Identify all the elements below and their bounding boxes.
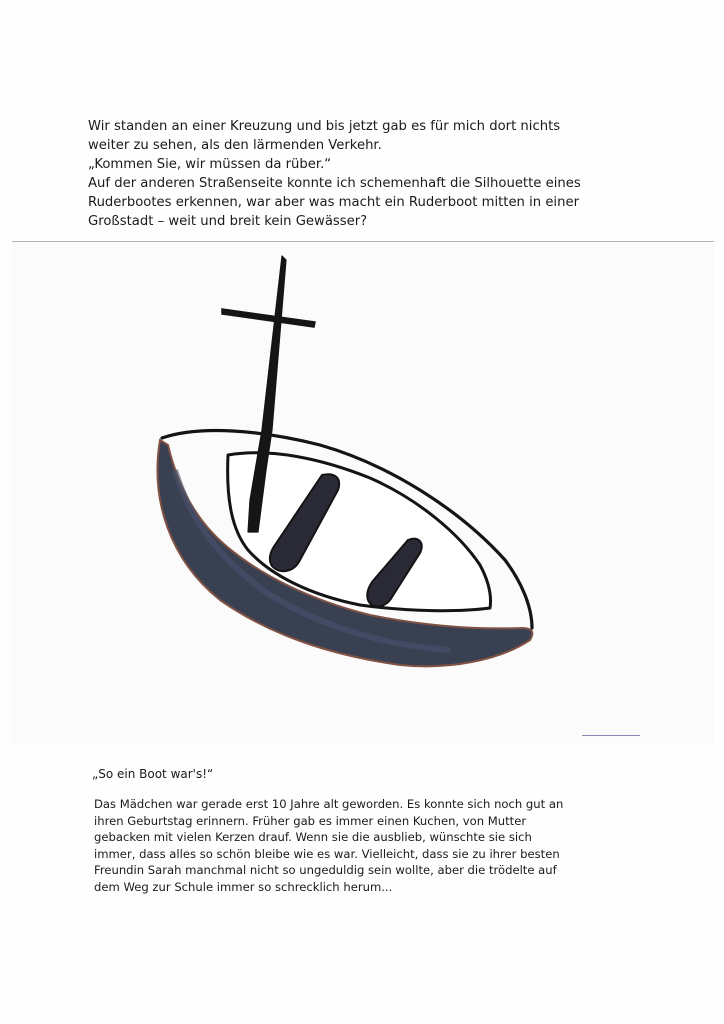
illustration-area bbox=[12, 243, 714, 745]
quote-line: „So ein Boot war's!“ bbox=[92, 767, 214, 781]
intro-paragraph: Wir standen an einer Kreuzung und bis jetzt gab es für mich dort nichts weiter zu sehen, als den lärmenden Verkehr. „Kommen Sie, wir müssen da rüber.“ Auf der anderen Straßenseite konnte ich schemenhaft die Silhouette eines Ruderbootes erkennen, war aber was macht ein Ruderboot mitten in einer Großstadt – weit und breit kein Gewässer? bbox=[88, 119, 581, 229]
section-divider bbox=[12, 241, 714, 242]
small-divider-mark bbox=[582, 735, 640, 736]
story-paragraph: Das Mädchen war gerade erst 10 Jahre alt geworden. Es konnte sich noch gut an ihren Geburtstag erinnern. Früher gab es immer einen Kuchen, von Mutter gebacken mit vielen Kerzen drauf. Wenn sie die ausblieb, wünschte sie sich immer, dass alles so schön bleibe wie es war. Vielleicht, dass sie zu ihrer besten Freundin Sarah manchmal nicht so ungeduldig sein wollte, aber die trödelte auf dem Weg zur Schule immer so schrecklich herum... bbox=[94, 797, 564, 894]
